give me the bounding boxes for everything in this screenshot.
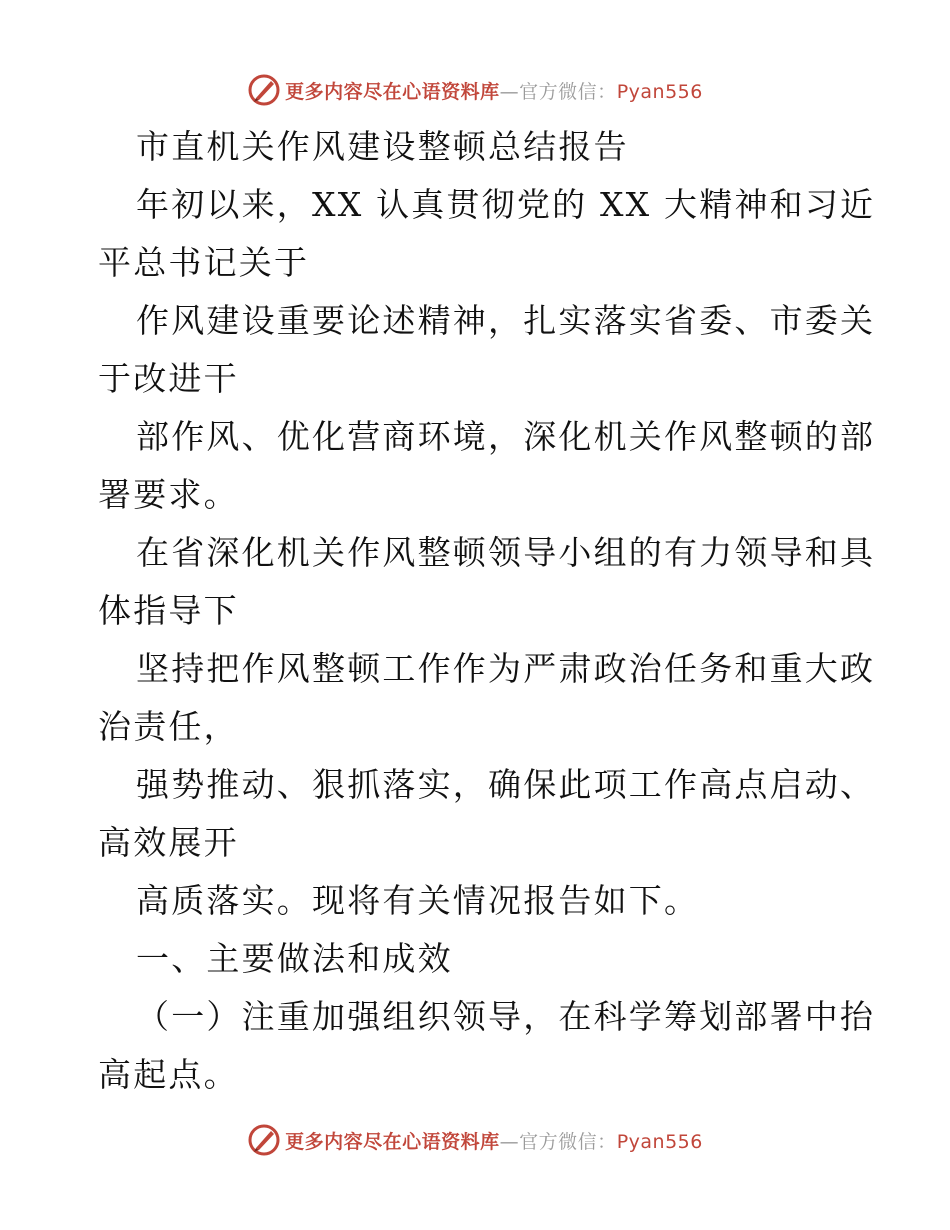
banner-wechat-id: Pyan556: [616, 80, 703, 103]
banner-text: [285, 77, 703, 104]
paragraph-line: 高质落实。现将有关情况报告如下。: [136, 881, 700, 920]
paragraph-line: 治责任，: [98, 707, 239, 746]
paragraph-line: 作风建设重要论述精神，扎实落实省委、市委关: [136, 301, 876, 340]
document-title: 市直机关作风建设整顿总结报告: [136, 127, 629, 166]
paragraph-line: 高起点。: [98, 1055, 239, 1094]
paragraph-line: 高效展开: [98, 823, 239, 862]
banner-text: [285, 1127, 703, 1154]
banner-wechat-id: Pyan556: [616, 1130, 703, 1153]
quill-seal-icon: [247, 73, 281, 107]
paragraph-line: 平总书记关于: [98, 243, 310, 282]
document-body: [98, 118, 876, 1104]
paragraph-line: 体指导下: [98, 591, 239, 630]
banner-wechat-label: 官方微信：: [519, 1130, 617, 1153]
banner-dash: —: [499, 80, 520, 103]
paragraph-line: 强势推动、狠抓落实，确保此项工作高点启动、: [136, 765, 876, 804]
section-heading: 一、主要做法和成效: [136, 939, 453, 978]
banner-wechat-label: 官方微信：: [519, 80, 617, 103]
banner-dash: —: [499, 1130, 520, 1153]
paragraph-line: 署要求。: [98, 475, 239, 514]
header-watermark-banner: [0, 68, 950, 112]
paragraph-line: 年初以来，XX 认真贯彻党的 XX 大精神和习近: [136, 185, 876, 224]
paragraph-line: 坚持把作风整顿工作作为严肃政治任务和重大政: [136, 649, 876, 688]
paragraph-line: 于改进干: [98, 359, 239, 398]
banner-brand: 更多内容尽在心语资料库: [285, 80, 500, 103]
paragraph-line: 部作风、优化营商环境，深化机关作风整顿的部: [136, 417, 876, 456]
quill-seal-icon: [247, 1123, 281, 1157]
footer-watermark-banner: [0, 1118, 950, 1162]
subsection-heading: （一）注重加强组织领导，在科学筹划部署中抬: [136, 997, 876, 1036]
paragraph-line: 在省深化机关作风整顿领导小组的有力领导和具: [136, 533, 876, 572]
banner-brand: 更多内容尽在心语资料库: [285, 1130, 500, 1153]
